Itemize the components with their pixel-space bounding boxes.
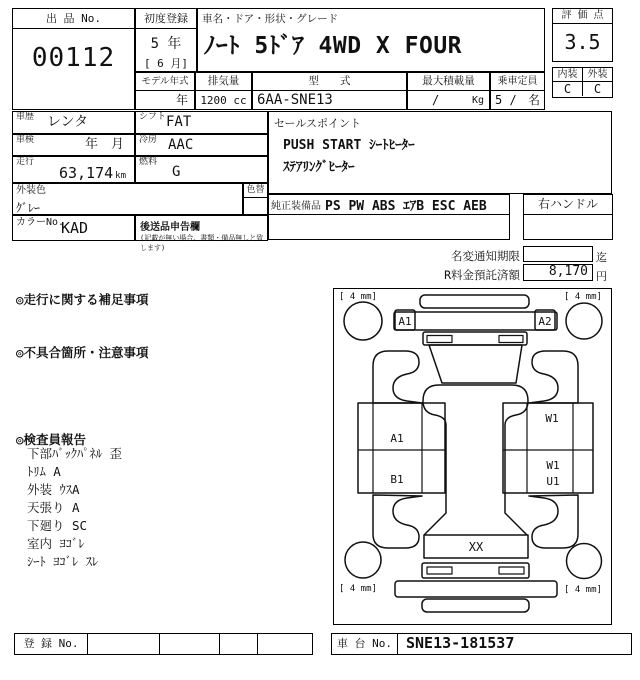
mileage-value: 63,174 <box>58 164 114 182</box>
equipment-value: PS PW ABS ｴｱB ESC AEB <box>325 199 487 214</box>
cowl-right-vent <box>499 336 523 343</box>
fender-front-right-shape <box>529 351 578 403</box>
registration-no-cell <box>88 634 160 654</box>
exterior-color-label: 外装色 <box>16 185 46 196</box>
ac-cell <box>135 134 268 156</box>
fuel-label: 燃料 <box>139 157 158 167</box>
model-year-cell <box>135 72 195 110</box>
score-box <box>552 8 613 62</box>
inspector-report-list <box>27 445 122 571</box>
recycle-fee-label: R料金預託済額 <box>444 268 520 282</box>
tire-label-rear-right: [ 4 mm] <box>564 585 602 595</box>
tire-rear-left-shape <box>345 542 381 578</box>
displacement-value: 1200 cc <box>200 94 247 107</box>
later-items-note: (記載が無い場合、書類・備品無しと致します) <box>140 234 264 252</box>
chassis-no-label: 車 台 No. <box>332 634 398 654</box>
roof-tunnel-right <box>505 385 528 535</box>
color-change-cell <box>243 183 268 215</box>
model-code-value: 6AA-SNE13 <box>257 92 333 108</box>
rear-left-lamp <box>427 567 452 574</box>
front-bumper-shape <box>420 295 529 308</box>
history-label: 車歴 <box>16 112 35 122</box>
first-registration-label: 初度登録 <box>136 9 196 29</box>
mark-right-lower: U1 <box>546 475 560 488</box>
shift-value: FAT <box>166 114 192 130</box>
displacement-cell <box>195 72 252 110</box>
ac-label: 冷房 <box>139 135 158 145</box>
exterior-label: 外装 <box>587 69 608 80</box>
inspector-report-item: 外装 ｳｽA <box>27 482 80 497</box>
cowl-left-vent <box>427 336 452 343</box>
driving-remarks-title: ◎走行に関する補足事項 <box>16 292 149 307</box>
rear-lower-shape <box>422 599 529 612</box>
vehicle-name-value: ﾉｰﾄ 5ﾄﾞｱ 4WD X FOUR <box>204 33 463 59</box>
max-load-value: / <box>432 93 440 107</box>
sales-point-box <box>268 111 612 194</box>
registration-no-cell <box>220 634 258 654</box>
max-load-label: 最大積載量 <box>408 73 489 91</box>
name-change-deadline-field <box>523 246 593 262</box>
lot-number-box <box>12 8 135 110</box>
displacement-label: 排気量 <box>196 73 251 91</box>
tire-rear-right-shape <box>567 544 602 579</box>
color-change-label: 色替 <box>244 184 267 198</box>
inspector-report-item: 下廻り SC <box>27 518 88 533</box>
inspection-label: 車検 <box>16 135 35 145</box>
car-diagram <box>334 289 610 623</box>
score-label: 評 価 点 <box>553 9 612 24</box>
chassis-no-table <box>331 633 632 655</box>
mark-right-mid: W1 <box>546 459 560 472</box>
model-code-cell <box>252 72 407 110</box>
first-registration-month: [ 6 月] <box>143 57 189 70</box>
capacity-label: 乗車定員 <box>491 73 544 91</box>
interior-exterior-box <box>552 67 613 98</box>
rear-bumper-shape <box>395 581 557 597</box>
recycle-fee-value: 8,170 <box>548 264 588 279</box>
later-items-label: 後送品申告欄 <box>140 222 200 233</box>
registration-no-cell <box>258 634 312 654</box>
first-registration-year: 5 年 <box>150 36 182 52</box>
handle-box <box>523 194 613 240</box>
inspector-report-item: 下部ﾊﾞｯｸﾊﾟﾈﾙ 歪 <box>27 446 123 461</box>
mileage-label: 走行 <box>16 157 35 167</box>
registration-no-label: 登 録 No. <box>15 634 88 654</box>
handle-value: 右ハンドル <box>524 195 612 215</box>
shift-label: シフト <box>139 112 167 122</box>
exterior-color-cell <box>12 183 243 215</box>
mark-front-right: A2 <box>538 315 552 328</box>
model-code-label: 型 式 <box>253 73 406 91</box>
tire-label-front-left: [ 4 mm] <box>339 292 377 302</box>
capacity-cell <box>490 72 545 110</box>
inspector-report-item: ｼｰﾄ ﾖｺﾞﾚ ｽﾚ <box>27 554 99 569</box>
interior-value: C <box>553 82 583 96</box>
recycle-fee-field <box>523 264 593 281</box>
mark-rear-gate: XX <box>468 540 484 554</box>
interior-label: 内装 <box>553 68 583 81</box>
max-load-cell <box>407 72 490 110</box>
inspector-report-item: ﾄﾘﾑ A <box>27 464 61 479</box>
fender-rear-right-shape <box>529 495 578 548</box>
capacity-unit: 名 <box>527 93 540 107</box>
front-panel-shape <box>394 312 557 330</box>
exterior-value: C <box>593 82 602 96</box>
rear-right-lamp <box>499 567 524 574</box>
tire-front-left-shape <box>344 302 382 340</box>
tire-label-rear-left: [ 4 mm] <box>339 584 377 594</box>
name-change-deadline-suffix: 迄 <box>596 251 607 264</box>
lot-number-label: 出 品 No. <box>13 9 134 29</box>
recycle-fee-unit: 円 <box>596 270 607 283</box>
registration-no-table <box>14 633 313 655</box>
capacity-value: 5 / <box>495 93 517 107</box>
registration-no-cell <box>160 634 220 654</box>
history-value: レンタ <box>47 114 89 130</box>
history-cell <box>12 111 135 134</box>
inspector-report-title: ◎検査員報告 <box>16 432 87 447</box>
vehicle-name-label: 車名・ドア・形状・グレード <box>202 13 339 25</box>
defects-title: ◎不具合箇所・注意事項 <box>16 345 149 360</box>
fender-front-left-shape <box>373 351 422 403</box>
tire-label-front-right: [ 4 mm] <box>564 292 602 302</box>
vehicle-name-box <box>197 8 545 72</box>
color-no-value: KAD <box>61 219 89 237</box>
inspection-value: 年 月 <box>84 137 124 152</box>
score-value: 3.5 <box>564 30 601 54</box>
fender-rear-left-shape <box>373 495 422 548</box>
shift-cell <box>135 111 268 134</box>
roof-tunnel-left <box>423 385 446 535</box>
fuel-value: G <box>172 164 181 180</box>
name-change-deadline-label: 名変通知期限 <box>451 249 520 263</box>
inspection-cell <box>12 134 135 156</box>
tire-front-right-shape <box>566 303 602 339</box>
model-year-label: モデル年式 <box>136 73 194 91</box>
equipment-box <box>268 194 510 240</box>
model-year-value: 年 <box>175 93 188 107</box>
mark-right-upper: W1 <box>545 412 559 425</box>
lot-number-value: 00112 <box>31 43 116 73</box>
damage-diagram-box <box>333 288 612 625</box>
windshield-shape <box>429 345 522 383</box>
sales-point-label: セールスポイント <box>274 117 362 130</box>
max-load-unit: Kg <box>471 95 484 106</box>
sales-point-line1: PUSH START ｼｰﾄﾋｰﾀｰ <box>283 138 415 153</box>
first-registration-box <box>135 8 197 72</box>
mark-left-door-lower: B1 <box>390 473 404 486</box>
fuel-cell <box>135 156 268 183</box>
rear-panel-shape <box>422 563 529 578</box>
mark-left-door-upper: A1 <box>390 432 404 445</box>
mark-front-left: A1 <box>398 315 412 328</box>
later-items-cell <box>135 215 268 252</box>
mileage-cell <box>12 156 135 183</box>
ac-value: AAC <box>168 137 194 153</box>
mileage-unit: km <box>115 171 126 181</box>
inspector-report-item: 天張り A <box>27 500 80 515</box>
exterior-color-value: ｸﾞﾚｰ <box>16 201 41 215</box>
equipment-label: 純正装備品 <box>271 201 321 212</box>
sales-point-line2: ｽﾃｱﾘﾝｸﾞﾋｰﾀｰ <box>283 160 355 175</box>
chassis-no-value: SNE13-181537 <box>406 634 515 652</box>
inspector-report-item: 室内 ﾖｺﾞﾚ <box>27 536 85 551</box>
color-no-label: カラーNo. <box>16 217 65 228</box>
color-no-cell <box>12 215 135 241</box>
